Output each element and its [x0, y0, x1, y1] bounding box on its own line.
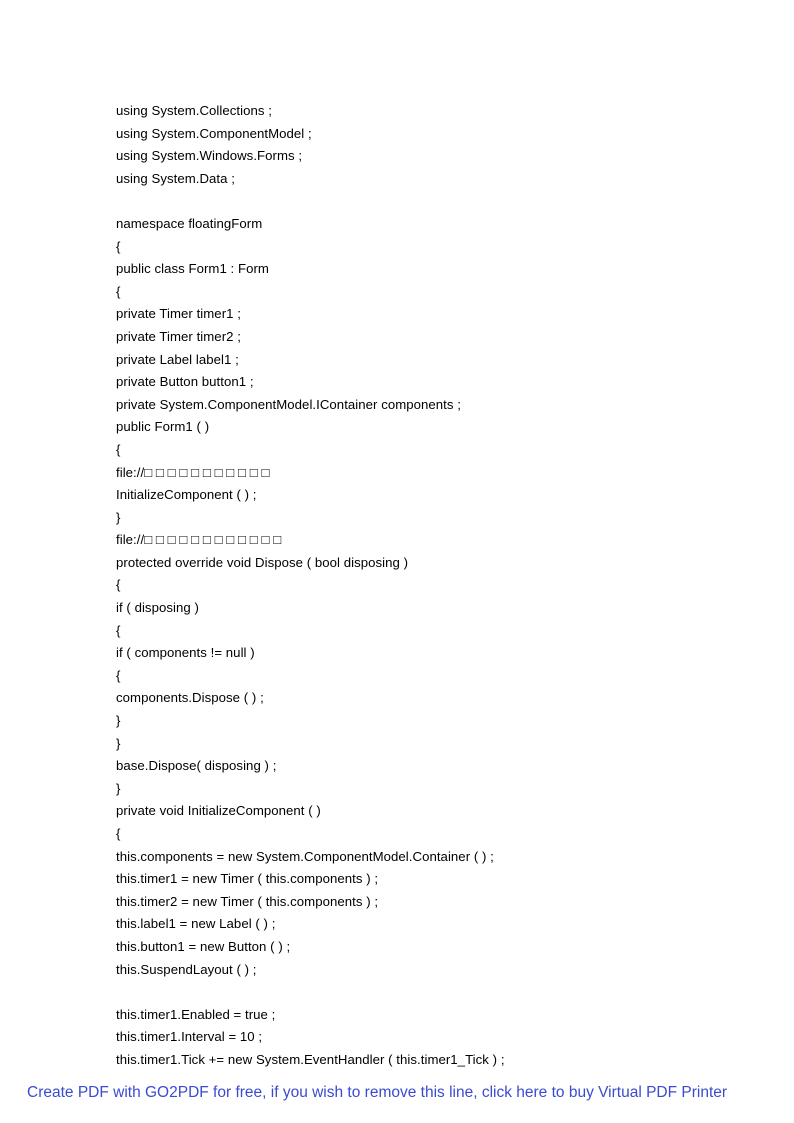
code-line: if ( disposing ) [116, 600, 199, 616]
code-line: this.SuspendLayout ( ) ; [116, 961, 257, 977]
code-line: this.timer1 = new Timer ( this.components ) ; [116, 871, 379, 887]
code-line: { [116, 622, 121, 638]
code-line: } [116, 735, 121, 751]
code-line: InitializeComponent ( ) ; [116, 487, 257, 503]
code-line: using System.Collections ; [116, 103, 272, 118]
code-line: private Button button1 ; [116, 374, 254, 390]
code-line: private void InitializeComponent ( ) [116, 803, 321, 819]
code-line: { [116, 577, 121, 593]
code-line: public Form1 ( ) [116, 419, 210, 435]
code-line: { [116, 441, 121, 457]
code-line: protected override void Dispose ( bool disposing ) [116, 554, 409, 570]
code-line [116, 190, 505, 213]
code-line: } [116, 509, 121, 525]
code-line: file://□ □ □ □ □ □ □ □ □ □ □ □ [116, 532, 282, 548]
code-line: { [116, 238, 121, 254]
code-line: this.components = new System.ComponentModel.Container ( ) ; [116, 848, 494, 864]
code-line: using System.ComponentModel ; [116, 125, 312, 141]
code-line: this.button1 = new Button ( ) ; [116, 938, 291, 954]
code-line: using System.Windows.Forms ; [116, 148, 303, 164]
code-line: { [116, 826, 121, 841]
code-line [116, 981, 505, 1004]
code-line: this.label1 = new Label ( ) ; [116, 916, 276, 932]
code-line: this.timer1.Interval = 10 ; [116, 1029, 263, 1045]
code-line: private Timer timer1 ; [116, 306, 241, 322]
code-line: this.timer2 = new Timer ( this.components ) ; [116, 893, 379, 909]
go2pdf-footer-link[interactable]: Create PDF with GO2PDF for free, if you wish to remove this line, click here to buy Virtual PDF Printer [27, 1084, 728, 1101]
code-line: this.timer1.Enabled = true ; [116, 1006, 276, 1022]
code-line: private Label label1 ; [116, 351, 239, 367]
code-line: if ( components != null ) [116, 645, 255, 661]
code-line: private System.ComponentModel.IContainer components ; [116, 396, 461, 412]
code-line: namespace floatingForm [116, 215, 263, 231]
code-listing [116, 100, 505, 1072]
code-line: private Timer timer2 ; [116, 328, 241, 344]
code-line: public class Form1 : Form [116, 261, 269, 277]
code-line: this.timer1.Tick += new System.EventHandler ( this.timer1_Tick ) ; [116, 1051, 505, 1067]
code-line: file://□ □ □ □ □ □ □ □ □ □ □ [116, 464, 270, 480]
code-line: } [116, 713, 121, 729]
code-line: } [116, 780, 121, 796]
code-line: { [116, 667, 121, 683]
code-line: components.Dispose ( ) ; [116, 690, 264, 706]
code-line: { [116, 283, 121, 299]
code-line: using System.Data ; [116, 170, 235, 186]
code-line: base.Dispose( disposing ) ; [116, 758, 277, 774]
